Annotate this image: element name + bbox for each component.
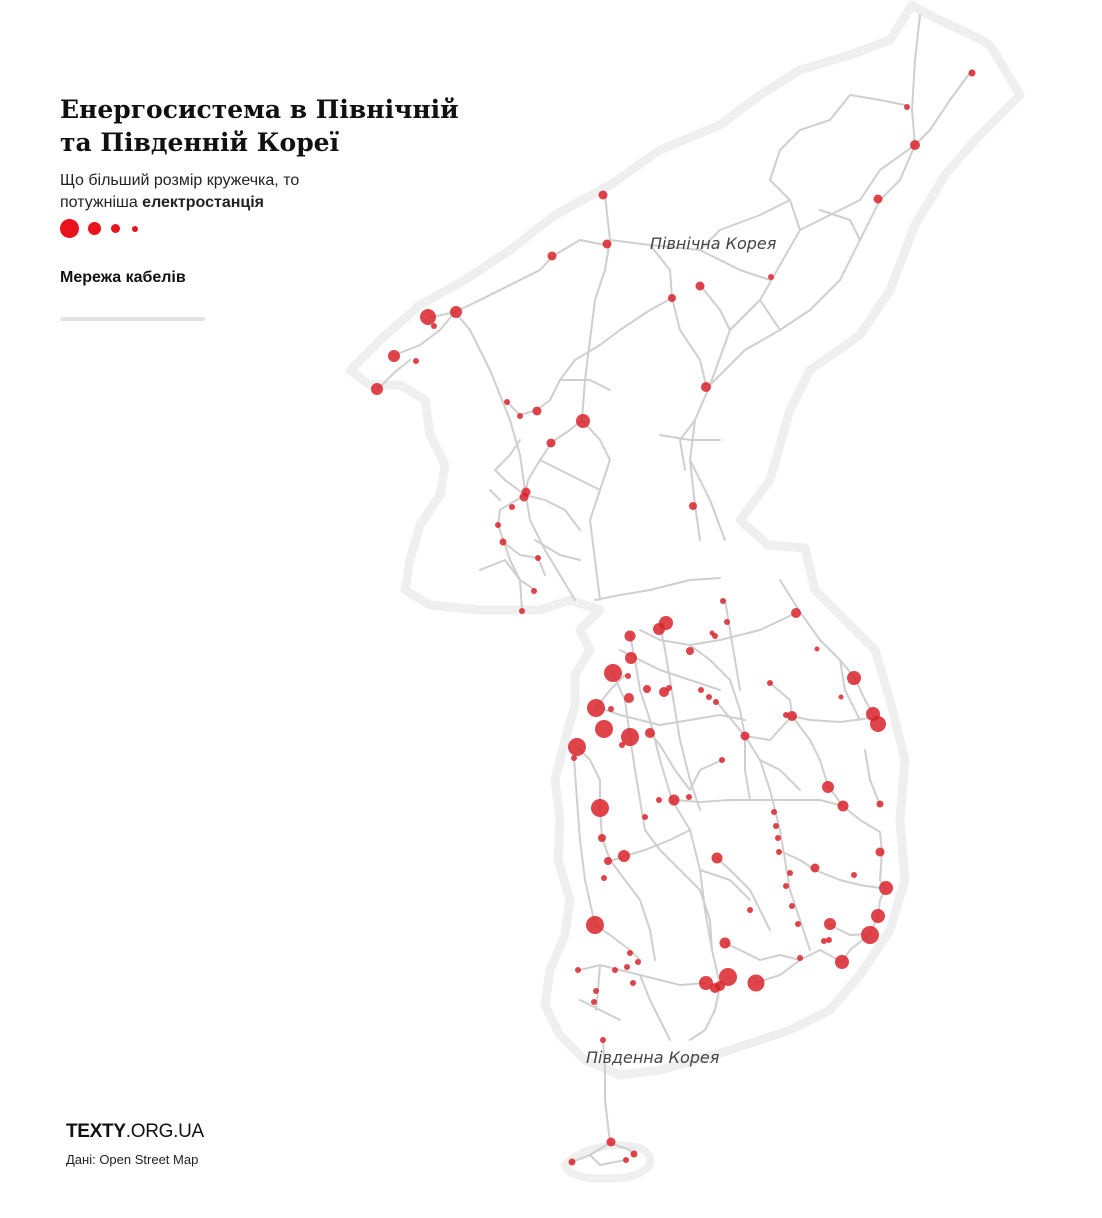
station: [874, 195, 883, 204]
station: [604, 664, 622, 682]
station: [599, 191, 608, 200]
station: [625, 631, 636, 642]
station: [686, 794, 692, 800]
station: [413, 358, 419, 364]
station: [598, 834, 606, 842]
station: [625, 652, 637, 664]
station: [720, 938, 731, 949]
station: [624, 693, 634, 703]
station: [713, 699, 719, 705]
station: [504, 399, 510, 405]
station: [591, 999, 597, 1005]
station: [600, 1037, 606, 1043]
page-title: Енергосистема в Північній та Південній Кореї: [60, 95, 459, 157]
station: [604, 857, 612, 865]
station: [871, 909, 885, 923]
station: [686, 647, 694, 655]
station: [619, 742, 625, 748]
station: [653, 623, 665, 635]
station: [877, 801, 884, 808]
cables-legend-line: [60, 317, 205, 321]
station: [631, 1151, 638, 1158]
station: [870, 716, 886, 732]
station: [450, 306, 462, 318]
station: [533, 407, 542, 416]
cables-legend-label: Мережа кабелів: [60, 269, 186, 286]
station: [509, 504, 515, 510]
station: [668, 294, 676, 302]
station: [696, 282, 705, 291]
station: [876, 848, 885, 857]
station: [821, 938, 827, 944]
station: [771, 809, 777, 815]
jeju-border: [565, 1145, 650, 1178]
station: [371, 383, 383, 395]
station: [824, 918, 836, 930]
station: [656, 797, 662, 803]
station: [747, 907, 753, 913]
station: [768, 274, 774, 280]
station: [775, 835, 781, 841]
station: [643, 685, 651, 693]
station: [701, 382, 711, 392]
subtitle-bold: електростанція: [142, 194, 265, 211]
station: [719, 757, 725, 763]
station: [535, 555, 541, 561]
station: [500, 539, 507, 546]
subtitle: [60, 170, 380, 214]
station: [520, 493, 529, 502]
legend-circle-small: [111, 224, 120, 233]
cable-network: [378, 15, 972, 1165]
station: [715, 981, 725, 991]
station: [420, 309, 436, 325]
station: [388, 350, 400, 362]
station: [712, 853, 723, 864]
station: [698, 687, 704, 693]
station: [517, 413, 523, 419]
station: [773, 823, 779, 829]
station: [642, 814, 648, 820]
station: [625, 673, 631, 679]
station: [811, 864, 820, 873]
station: [839, 695, 844, 700]
brand-rest: .ORG.UA: [125, 1121, 204, 1142]
station: [593, 988, 599, 994]
station: [710, 631, 715, 636]
station: [847, 671, 861, 685]
station: [748, 975, 765, 992]
station: [568, 738, 586, 756]
station: [618, 850, 630, 862]
label-south-korea: Південна Корея: [586, 1048, 720, 1067]
korea-border: [350, 5, 1020, 1075]
circle-size-legend: [60, 219, 160, 239]
station: [767, 680, 773, 686]
station: [591, 799, 609, 817]
station: [569, 1159, 576, 1166]
subtitle-text: Що більший розмір кружечка, то потужніша: [60, 172, 300, 211]
station: [741, 732, 750, 741]
station: [835, 955, 849, 969]
station: [689, 502, 697, 510]
station: [601, 875, 607, 881]
station: [969, 70, 976, 77]
station: [783, 712, 789, 718]
station: [547, 439, 556, 448]
station: [548, 252, 557, 261]
station: [826, 937, 832, 943]
station: [666, 685, 672, 691]
station: [627, 950, 633, 956]
station: [603, 240, 612, 249]
station: [495, 522, 501, 528]
station: [797, 955, 803, 961]
station: [607, 1138, 616, 1147]
station: [838, 801, 849, 812]
legend-circle-large: [60, 219, 79, 238]
station: [608, 706, 614, 712]
station: [623, 1157, 629, 1163]
station: [783, 883, 789, 889]
legend-circle-medium: [88, 222, 101, 235]
station: [586, 916, 604, 934]
station: [815, 647, 820, 652]
station: [776, 849, 782, 855]
station: [431, 323, 437, 329]
station: [787, 870, 793, 876]
brand-logo: [66, 1121, 204, 1143]
station: [669, 795, 680, 806]
station: [879, 881, 893, 895]
station: [595, 720, 613, 738]
brand-bold: TEXTY: [66, 1121, 126, 1142]
station: [904, 104, 910, 110]
station: [720, 598, 726, 604]
station: [576, 414, 590, 428]
station: [645, 728, 655, 738]
station: [571, 755, 577, 761]
station: [822, 781, 834, 793]
legend-circle-tiny: [132, 226, 138, 232]
station: [519, 608, 525, 614]
station: [724, 619, 730, 625]
station: [635, 959, 641, 965]
data-source: Дані: Open Street Map: [66, 1152, 199, 1167]
station: [531, 588, 537, 594]
station: [910, 140, 920, 150]
station: [861, 926, 879, 944]
station: [795, 921, 801, 927]
station: [587, 699, 605, 717]
station: [789, 903, 795, 909]
station: [851, 872, 857, 878]
station: [575, 967, 581, 973]
station: [624, 964, 630, 970]
station: [630, 980, 636, 986]
station: [612, 967, 618, 973]
station: [706, 694, 712, 700]
label-north-korea: Північна Корея: [650, 234, 777, 253]
station: [791, 608, 801, 618]
